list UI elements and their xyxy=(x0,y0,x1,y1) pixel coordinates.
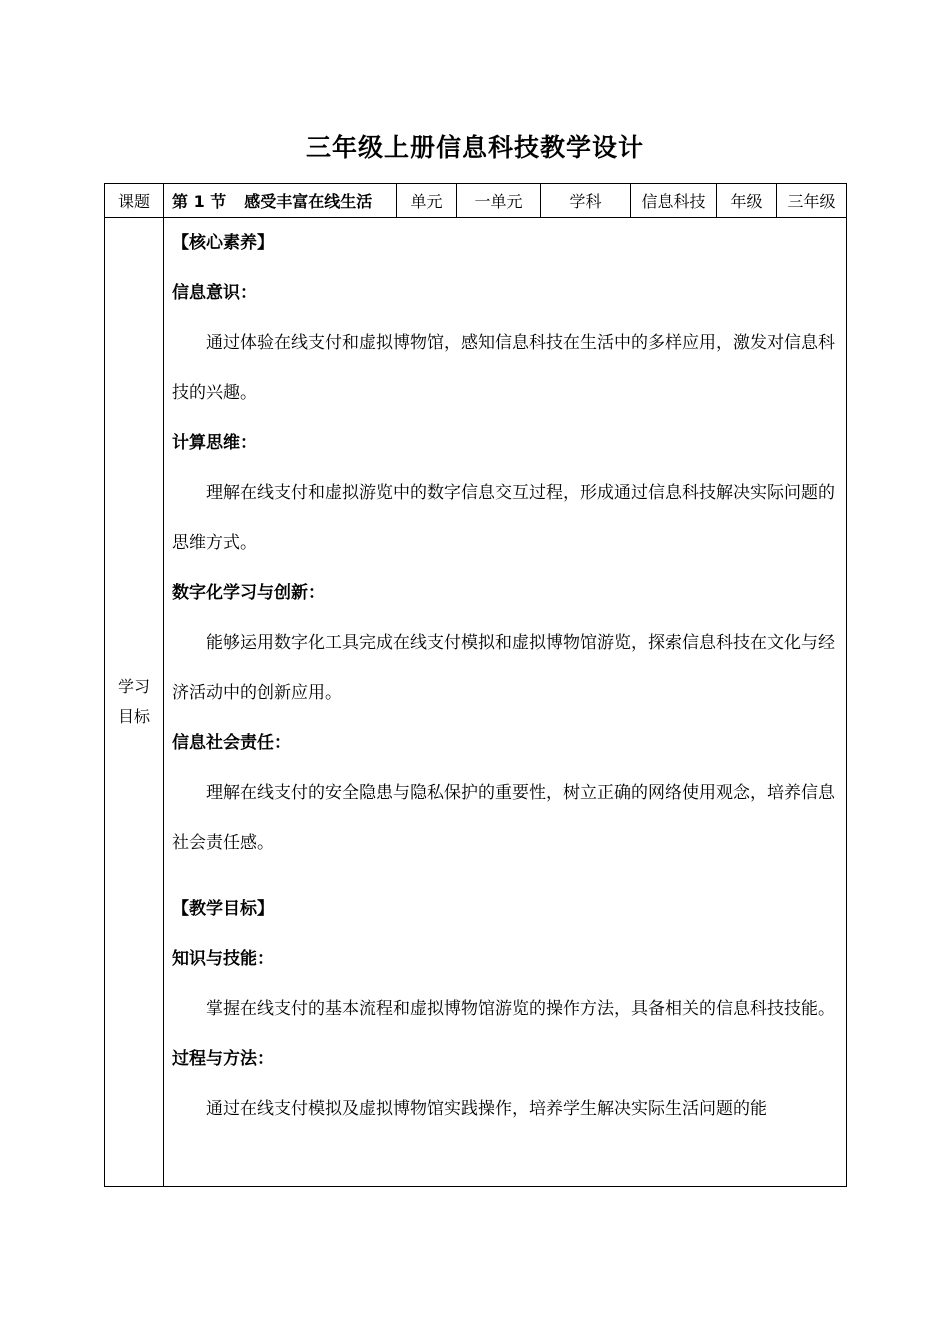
topic-label: 课题 xyxy=(105,184,164,218)
objectives-content-cell xyxy=(164,218,847,1187)
computational-thinking-text: 理解在线支付和虚拟游览中的数字信息交互过程，形成通过信息科技解决实际问题的思维方式。 xyxy=(172,483,835,553)
objectives-row xyxy=(105,218,847,1187)
objectives-label-line1: 学习 xyxy=(117,677,150,696)
unit-label: 单元 xyxy=(397,184,457,218)
header-row xyxy=(105,184,847,218)
objectives-label-line2: 目标 xyxy=(117,707,150,726)
document-title: 三年级上册信息科技教学设计 xyxy=(305,133,644,162)
process-methods-heading: 过程与方法： xyxy=(172,1049,274,1069)
digital-learning-heading: 数字化学习与创新： xyxy=(172,583,325,603)
subject-label: 学科 xyxy=(541,184,631,218)
grade-value: 三年级 xyxy=(777,184,847,218)
topic-value xyxy=(164,184,397,218)
core-literacy-heading: 【核心素养】 xyxy=(172,233,274,253)
lesson-table xyxy=(104,183,847,1187)
info-awareness-text: 通过体验在线支付和虚拟博物馆，感知信息科技在生活中的多样应用，激发对信息科技的兴趣。 xyxy=(172,333,835,403)
unit-value: 一单元 xyxy=(457,184,541,218)
knowledge-skills-heading: 知识与技能： xyxy=(172,949,274,969)
digital-learning-text: 能够运用数字化工具完成在线支付模拟和虚拟博物馆游览，探索信息科技在文化与经济活动中的创新应用。 xyxy=(172,633,835,703)
teaching-goals-heading: 【教学目标】 xyxy=(172,899,274,919)
computational-thinking-heading: 计算思维： xyxy=(172,433,257,453)
topic-number: 第 1 节 xyxy=(172,192,227,211)
knowledge-skills-text: 掌握在线支付的基本流程和虚拟博物馆游览的操作方法，具备相关的信息科技技能。 xyxy=(206,999,835,1019)
objectives-content xyxy=(172,218,838,1186)
grade-label: 年级 xyxy=(717,184,777,218)
process-methods-text: 通过在线支付模拟及虚拟博物馆实践操作，培养学生解决实际生活问题的能 xyxy=(206,1099,767,1119)
info-awareness-heading: 信息意识： xyxy=(172,283,257,303)
social-responsibility-heading: 信息社会责任： xyxy=(172,733,291,753)
subject-value: 信息科技 xyxy=(631,184,717,218)
social-responsibility-text: 理解在线支付的安全隐患与隐私保护的重要性，树立正确的网络使用观念，培养信息社会责任感。 xyxy=(172,783,835,853)
topic-name: 感受丰富在线生活 xyxy=(244,192,373,211)
objectives-label xyxy=(105,218,164,1187)
